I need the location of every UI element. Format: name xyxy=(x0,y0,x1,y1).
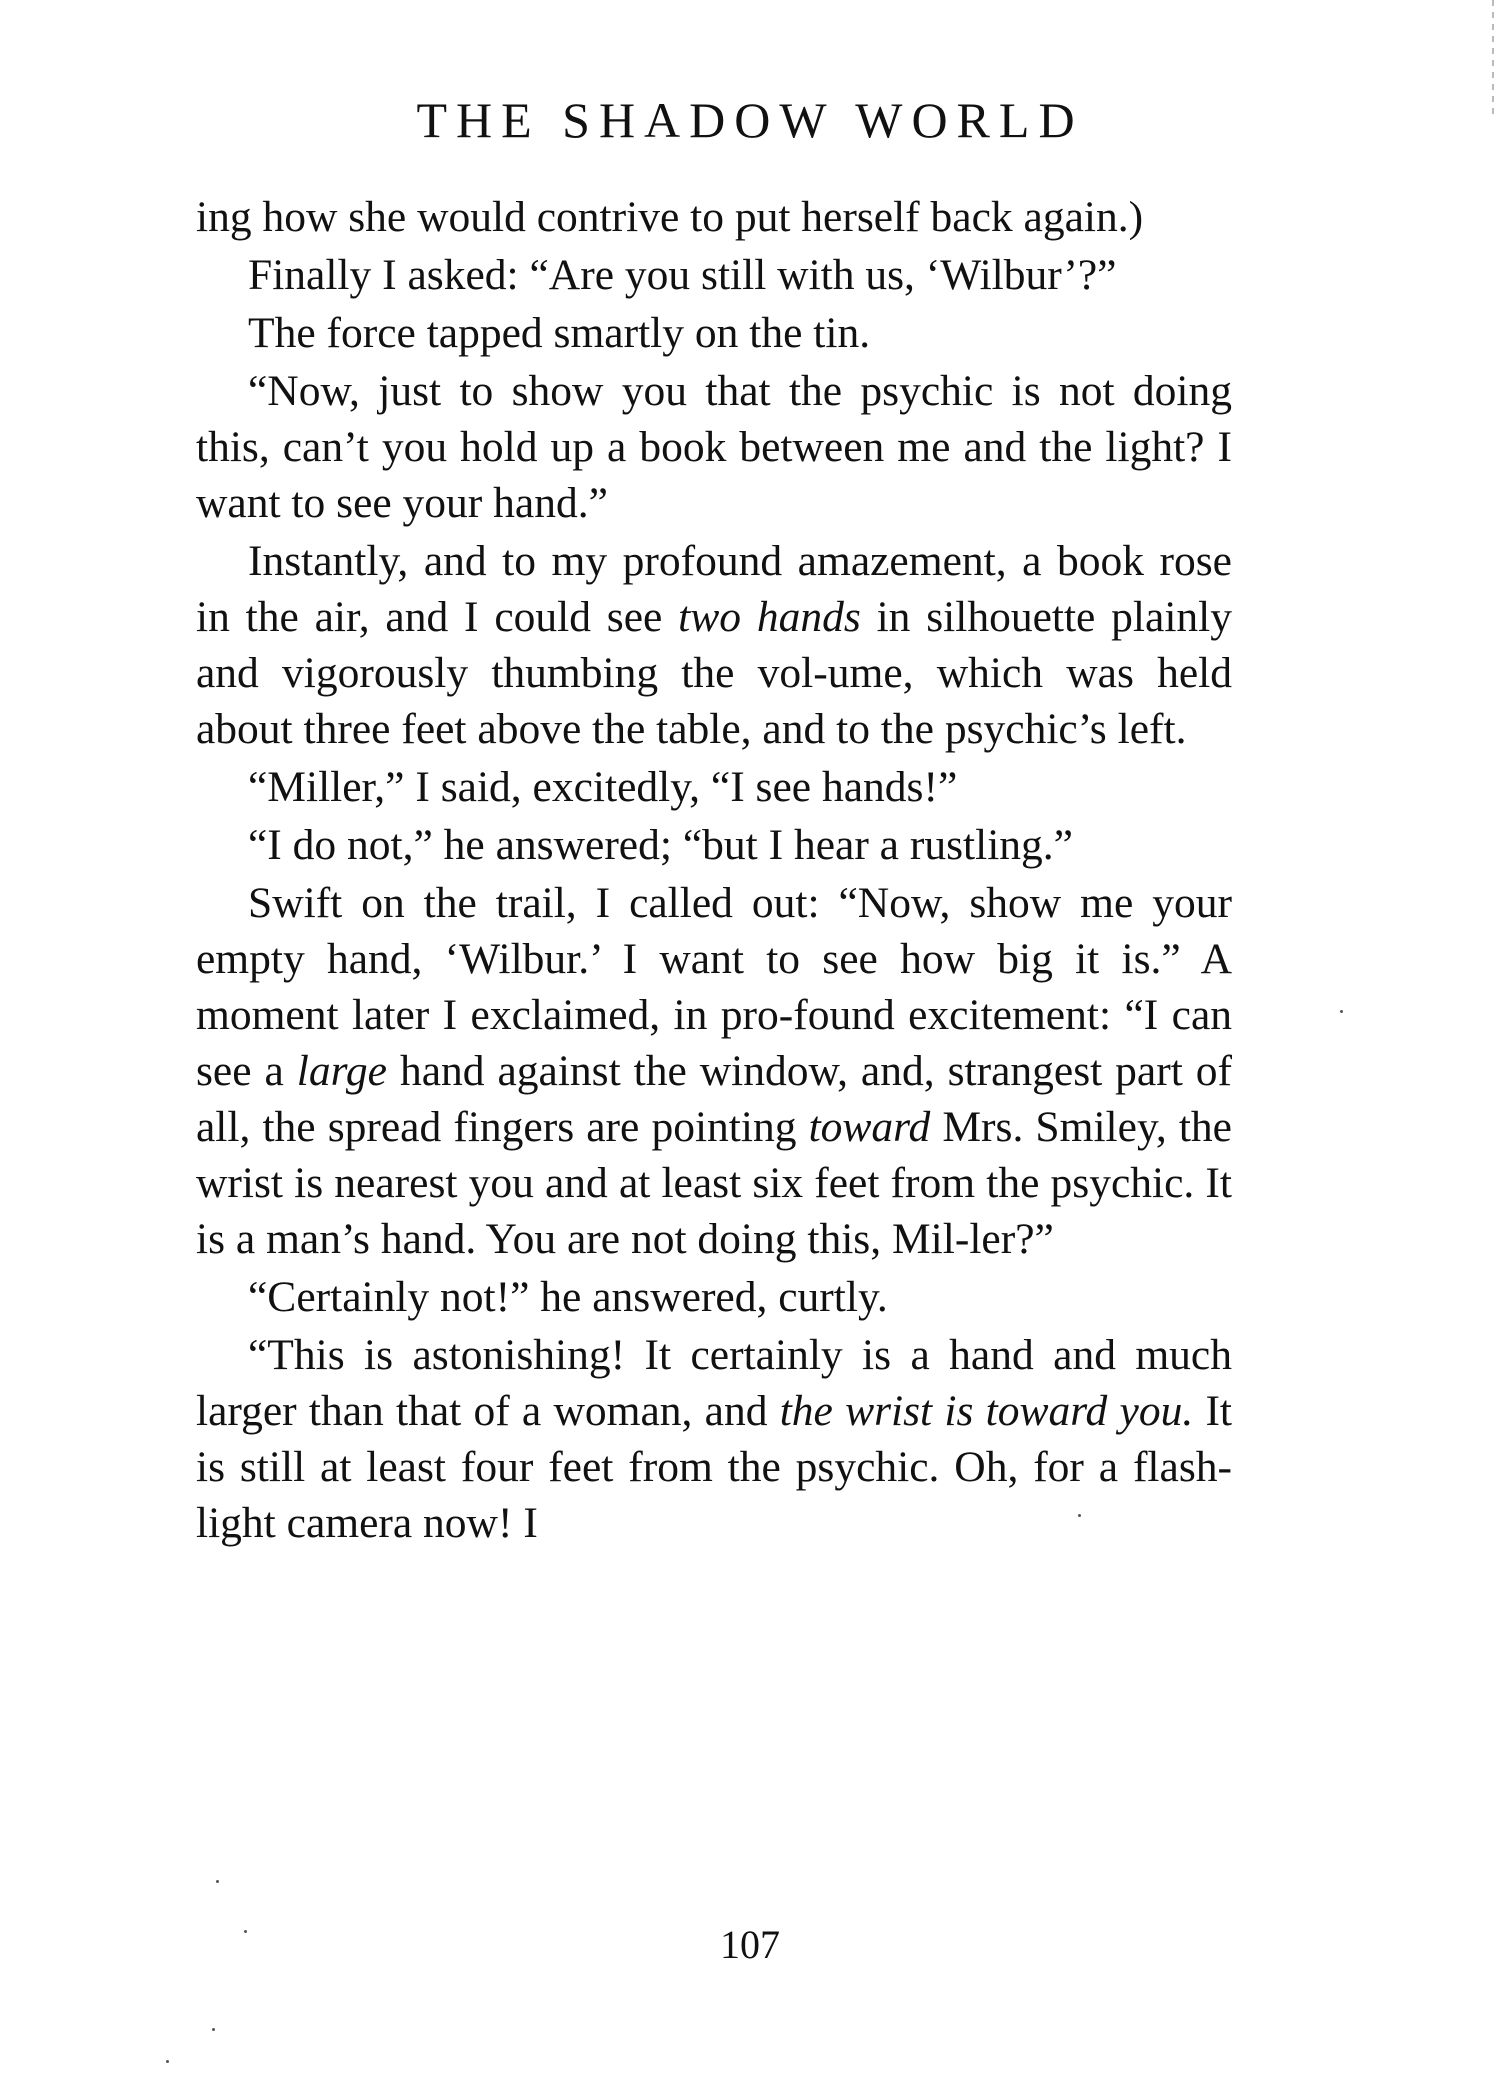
text-run: “Miller,” I said, excitedly, “I see hands!” xyxy=(248,763,958,811)
italic-run: the wrist is toward you. xyxy=(779,1387,1194,1435)
print-speck xyxy=(216,1880,219,1883)
text-run: “Now, just to show you that the psychic is not doing this, can’t you hold up a book between me and the light? I want to see your hand.” xyxy=(196,367,1232,527)
paragraph xyxy=(196,759,1232,815)
page-number: 107 xyxy=(720,1922,780,1967)
text-run: It is still at least four feet from the psychic. Oh, for a flash-light camera now! I xyxy=(196,1387,1233,1547)
paragraph xyxy=(196,363,1232,531)
text-run: Mrs. Smiley, the wrist is nearest you and at least six feet from the psychic. It is a man’s hand. You are not doing this, Mil-ler?” xyxy=(196,1103,1232,1263)
text-run: hand against the window, and, strangest part of all, the spread fingers are pointing xyxy=(196,1047,1232,1151)
text-run: in silhouette plainly and vigorously thumbing the vol-ume, which was held about three feet above the table, and to the psychic’s left. xyxy=(196,593,1232,753)
text-run: “This is astonishing! It certainly is a hand and much larger than that of a woman, and xyxy=(196,1331,1232,1435)
print-speck xyxy=(166,2060,169,2063)
paragraph xyxy=(196,1269,1232,1325)
print-speck xyxy=(1340,1010,1343,1013)
text-run: Finally I asked: “Are you still with us, ‘Wilbur’?” xyxy=(248,251,1117,299)
text-run: “I do not,” he answered; “but I hear a rustling.” xyxy=(248,821,1073,869)
paragraph xyxy=(196,875,1232,1267)
text-run: Swift on the trail, I called out: “Now, show me your empty hand, ‘Wilbur.’ I want to see how big it is.” A moment later I exclaimed, in pro-found excitement: “I can see a xyxy=(196,879,1232,1095)
text-run: The force tapped smartly on the tin. xyxy=(248,309,871,357)
paragraph xyxy=(196,817,1232,873)
paragraph xyxy=(196,305,1232,361)
text-run: Instantly, and to my profound amazement, a book rose in the air, and I could see xyxy=(196,537,1232,641)
running-head: THE SHADOW WORLD xyxy=(416,92,1084,148)
paragraph xyxy=(196,1327,1232,1551)
italic-run: large xyxy=(296,1047,387,1095)
paragraph xyxy=(196,189,1232,245)
print-speck xyxy=(1078,1514,1081,1517)
print-speck xyxy=(244,1930,247,1933)
text-run: ing how she would contrive to put herself back again.) xyxy=(196,193,1144,241)
italic-run: two hands xyxy=(678,593,861,641)
print-speck xyxy=(212,2028,215,2031)
text-run: “Certainly not!” he answered, curtly. xyxy=(248,1273,888,1321)
paragraph xyxy=(196,533,1232,757)
body-text xyxy=(196,189,1232,1551)
paragraph xyxy=(196,247,1232,303)
italic-run: toward xyxy=(808,1103,931,1151)
